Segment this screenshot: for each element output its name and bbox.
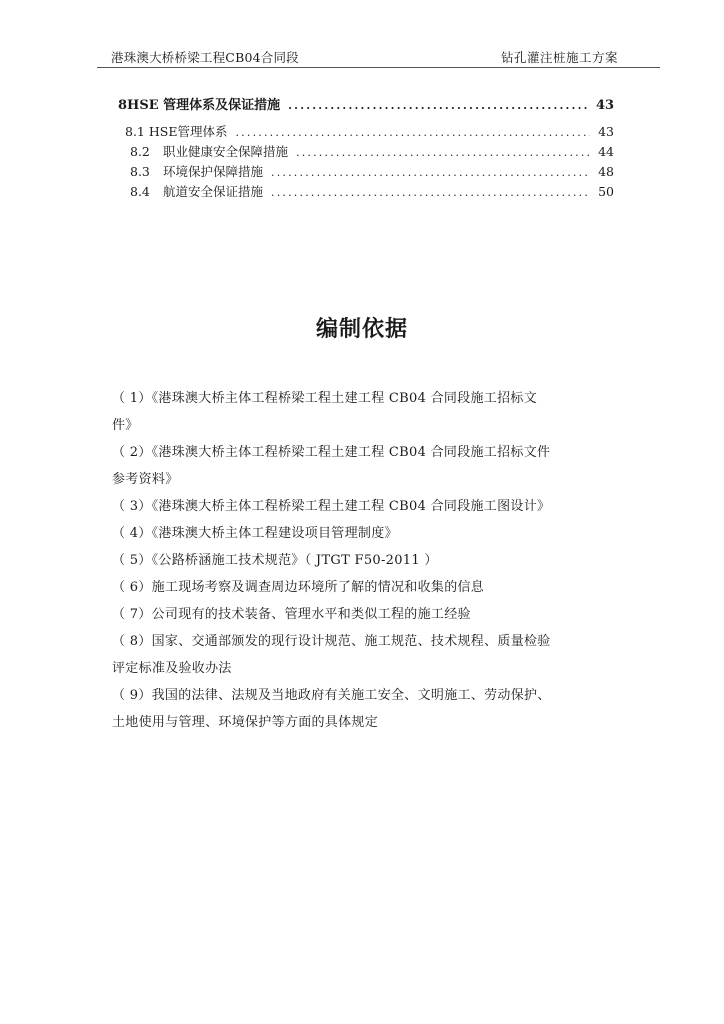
toc-leader-dots bbox=[271, 166, 590, 179]
toc-entry-page: 43 bbox=[598, 124, 614, 139]
section-heading: 编制依据 bbox=[315, 317, 408, 342]
toc-entry-number: 8.3 bbox=[130, 164, 150, 179]
basis-line: 土地使用与管理、环境保护等方面的具体规定 bbox=[112, 715, 379, 730]
toc-leader-dots bbox=[271, 186, 590, 199]
header-document-title: 港珠澳大桥桥梁工程CB04合同段 bbox=[111, 50, 299, 65]
toc-entry-page: 44 bbox=[598, 144, 614, 159]
toc-leader-dots bbox=[296, 146, 590, 159]
basis-line: （ 6）施工现场考察及调查周边环境所了解的情况和收集的信息 bbox=[112, 580, 485, 595]
toc-entry-label: 8HSE 管理体系及保证措施 bbox=[118, 98, 281, 113]
basis-line: （ 2）《港珠澳大桥主体工程桥梁工程土建工程 CB04 合同段施工招标文件 bbox=[112, 445, 551, 460]
basis-line: （ 7）公司现有的技术装备、管理水平和类似工程的施工经验 bbox=[112, 607, 471, 622]
toc-leader-dots bbox=[235, 126, 590, 139]
basis-line: （ 9）我国的法律、法规及当地政府有关施工安全、文明施工、劳动保护、 bbox=[112, 688, 551, 703]
table-of-contents bbox=[118, 94, 614, 202]
toc-leader-dots bbox=[288, 99, 590, 112]
toc-entry[interactable] bbox=[118, 142, 614, 162]
toc-entry-page: 43 bbox=[596, 98, 615, 113]
basis-line: 参考资料》 bbox=[112, 472, 179, 487]
toc-entry-main[interactable] bbox=[118, 94, 614, 122]
toc-entry-label: 环境保护保障措施 bbox=[163, 164, 264, 179]
toc-entry-number: 8.1 bbox=[125, 124, 145, 139]
basis-line: （ 1）《港珠澳大桥主体工程桥梁工程土建工程 CB04 合同段施工招标文 bbox=[112, 391, 538, 406]
toc-entry-page: 48 bbox=[598, 164, 614, 179]
basis-line: （ 5）《公路桥涵施工技术规范》（ JTGT F50-2011 ） bbox=[112, 553, 438, 568]
toc-entry-number: 8.4 bbox=[130, 184, 150, 199]
basis-line: （ 3）《港珠澳大桥主体工程桥梁工程土建工程 CB04 合同段施工图设计》 bbox=[112, 499, 551, 514]
toc-entry[interactable] bbox=[118, 162, 614, 182]
toc-entry-label: 航道安全保证措施 bbox=[163, 184, 264, 199]
toc-entry-label: 职业健康安全保障措施 bbox=[163, 144, 289, 159]
basis-line: 评定标准及验收办法 bbox=[112, 661, 232, 676]
header-divider bbox=[97, 67, 660, 68]
basis-line: （ 8）国家、交通部颁发的现行设计规范、施工规范、技术规程、质量检验 bbox=[112, 634, 551, 649]
toc-entry-label: HSE管理体系 bbox=[148, 124, 228, 139]
toc-entry-page: 50 bbox=[598, 184, 614, 199]
toc-entry[interactable] bbox=[118, 182, 614, 202]
basis-list bbox=[112, 385, 622, 736]
toc-entry[interactable] bbox=[118, 122, 614, 142]
basis-line: 件》 bbox=[112, 418, 139, 433]
header-section-title: 钻孔灌注桩施工方案 bbox=[500, 50, 618, 65]
toc-entry-number: 8.2 bbox=[130, 144, 150, 159]
basis-line: （ 4）《港珠澳大桥主体工程建设项目管理制度》 bbox=[112, 526, 398, 541]
